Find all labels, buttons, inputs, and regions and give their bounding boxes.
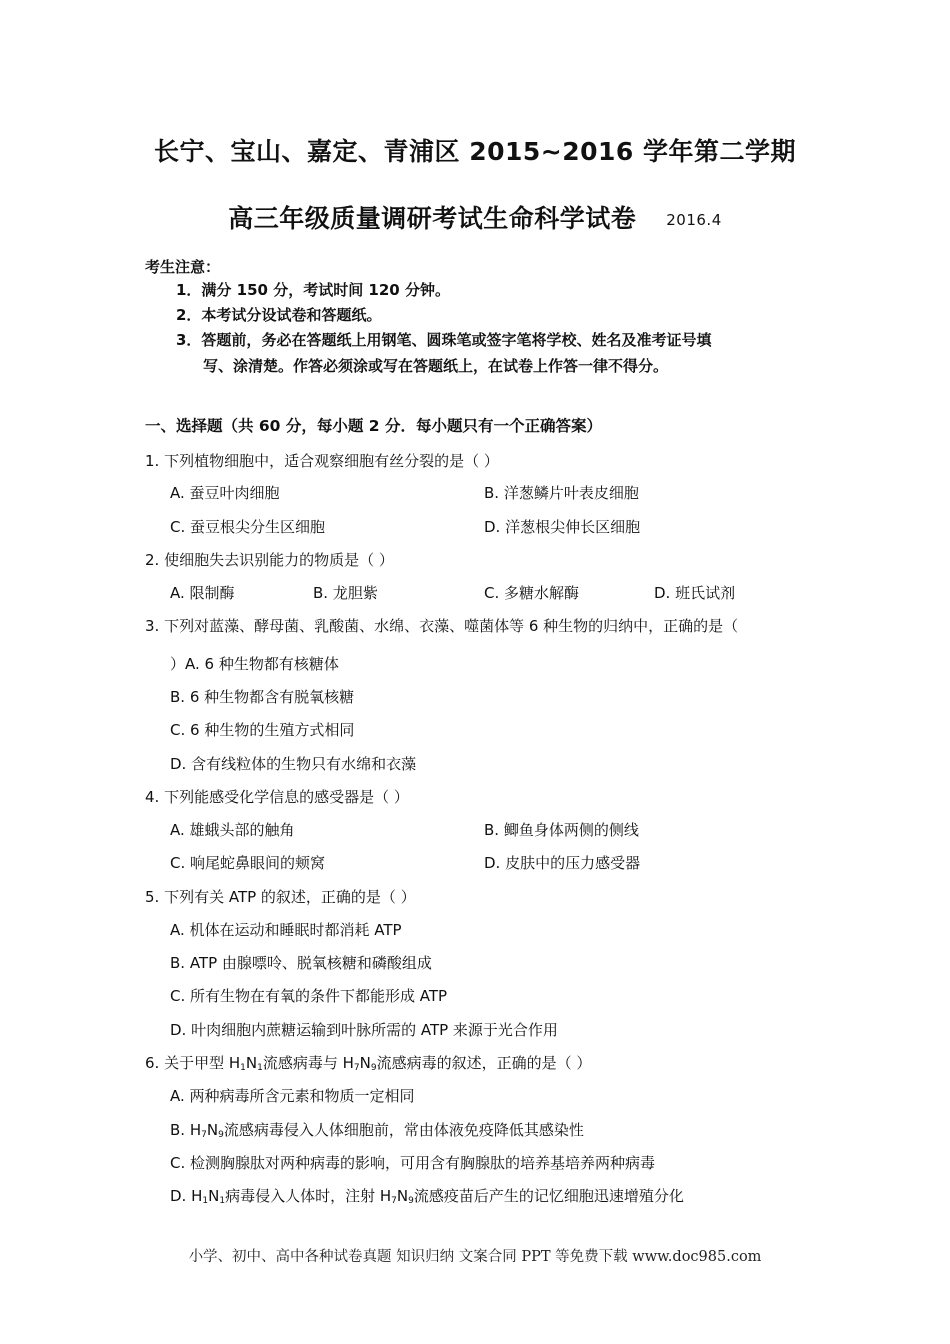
question-3-option-b: B. 6 种生物都含有脱氧核糖 xyxy=(170,688,355,706)
q6-sub: 9 xyxy=(218,1130,224,1140)
q6-sub: 7 xyxy=(353,1063,360,1073)
question-1-stem: 1. 下列植物细胞中，适合观察细胞有丝分裂的是（ ） xyxy=(145,452,499,470)
q6-sub: 9 xyxy=(408,1196,414,1206)
exam-title-text: 高三年级质量调研考试生命科学试卷 xyxy=(228,204,637,233)
q6d-part: 流感疫苗后产生的记忆细胞迅速增殖分化 xyxy=(413,1187,684,1205)
q6-stem-part: 流感病毒的叙述，正确的是（ ） xyxy=(376,1054,592,1072)
q6-stem-part: 6. 关于甲型 H xyxy=(145,1054,241,1072)
exam-title-line2 xyxy=(0,199,950,235)
question-5-option-c: C. 所有生物在有氧的条件下都能形成 ATP xyxy=(170,987,448,1005)
question-6-option-b xyxy=(170,1119,584,1140)
question-2-option-d: D. 班氏试剂 xyxy=(654,584,736,602)
question-1-option-a: A. 蚕豆叶肉细胞 xyxy=(170,484,280,502)
question-5-option-a: A. 机体在运动和睡眠时都消耗 ATP xyxy=(170,921,402,939)
q6d-part: N xyxy=(396,1187,409,1205)
question-2-option-b: B. 龙胆紫 xyxy=(313,584,378,602)
question-2-option-a: A. 限制酶 xyxy=(170,584,235,602)
q6d-part: D. H xyxy=(170,1187,203,1205)
q6d-part: 病毒侵入人体时，注射 H xyxy=(225,1187,392,1205)
exam-date: 2016.4 xyxy=(666,211,722,229)
question-1-option-d: D. 洋葱根尖伸长区细胞 xyxy=(484,518,641,536)
question-5-option-b: B. ATP 由腺嘌呤、脱氧核糖和磷酸组成 xyxy=(170,954,432,972)
note-item-3: 3．答题前，务必在答题纸上用钢笔、圆珠笔或签字笔将学校、姓名及准考证号填 xyxy=(176,331,712,349)
q6-sub: 9 xyxy=(370,1063,377,1073)
q6b-part: B. H xyxy=(170,1121,202,1139)
question-1-option-b: B. 洋葱鳞片叶表皮细胞 xyxy=(484,484,639,502)
question-6-option-a: A. 两种病毒所含元素和物质一定相同 xyxy=(170,1087,415,1105)
question-3-option-c: C. 6 种生物的生殖方式相同 xyxy=(170,721,355,739)
note-item-2: 2．本考试分设试卷和答题纸。 xyxy=(176,306,382,324)
q6-sub: 7 xyxy=(391,1196,397,1206)
question-1-option-c: C. 蚕豆根尖分生区细胞 xyxy=(170,518,326,536)
question-6-option-c: C. 检测胸腺肽对两种病毒的影响，可用含有胸腺肽的培养基培养两种病毒 xyxy=(170,1154,656,1172)
q6-sub: 1 xyxy=(202,1196,209,1206)
question-4-stem: 4. 下列能感受化学信息的感受器是（ ） xyxy=(145,788,409,806)
question-4-option-c: C. 响尾蛇鼻眼间的颊窝 xyxy=(170,854,326,872)
q6b-part: 流感病毒侵入人体细胞前，常由体液免疫降低其感染性 xyxy=(223,1121,584,1139)
note-item-1: 1．满分 150 分，考试时间 120 分钟。 xyxy=(176,281,450,299)
exam-title-line1: 长宁、宝山、嘉定、青浦区 2015~2016 学年第二学期 xyxy=(153,137,797,166)
question-5-option-d: D. 叶肉细胞内蔗糖运输到叶脉所需的 ATP 来源于光合作用 xyxy=(170,1021,558,1039)
q6-sub: 1 xyxy=(240,1063,246,1073)
notes-title: 考生注意： xyxy=(145,258,221,276)
question-3-option-a: ）A. 6 种生物都有核糖体 xyxy=(170,655,339,673)
question-3-stem: 3. 下列对蓝藻、酵母菌、乳酸菌、水绵、衣藻、噬菌体等 6 种生物的归纳中，正确的是（ xyxy=(145,617,739,635)
q6-sub: 1 xyxy=(219,1196,226,1206)
question-6-option-d xyxy=(170,1185,684,1206)
question-4-option-a: A. 雄蛾头部的触角 xyxy=(170,821,295,839)
q6-sub: 1 xyxy=(257,1063,263,1073)
question-3-option-d: D. 含有线粒体的生物只有水绵和衣藻 xyxy=(170,755,417,773)
section-title: 一、选择题（共 60 分，每小题 2 分．每小题只有一个正确答案） xyxy=(145,417,602,435)
question-2-stem: 2. 使细胞失去识别能力的物质是（ ） xyxy=(145,551,394,569)
q6-stem-part: 流感病毒与 H xyxy=(262,1054,354,1072)
question-5-stem: 5. 下列有关 ATP 的叙述，正确的是（ ） xyxy=(145,888,416,906)
question-4-option-d: D. 皮肤中的压力感受器 xyxy=(484,854,641,872)
question-2-option-c: C. 多糖水解酶 xyxy=(484,584,580,602)
note-item-3-cont: 写、涂清楚。作答必须涂或写在答题纸上，在试卷上作答一律不得分。 xyxy=(203,357,669,375)
q6-sub: 7 xyxy=(201,1130,207,1140)
footer-text: 小学、初中、高中各种试卷真题 知识归纳 文案合同 PPT 等免费下载 www.doc985.com xyxy=(188,1249,762,1265)
q6d-part: N xyxy=(208,1187,220,1205)
question-6-stem xyxy=(145,1052,591,1073)
q6-stem-part: N xyxy=(359,1054,371,1072)
q6-stem-part: N xyxy=(245,1054,258,1072)
q6b-part: N xyxy=(206,1121,219,1139)
question-4-option-b: B. 鲫鱼身体两侧的侧线 xyxy=(484,821,639,839)
